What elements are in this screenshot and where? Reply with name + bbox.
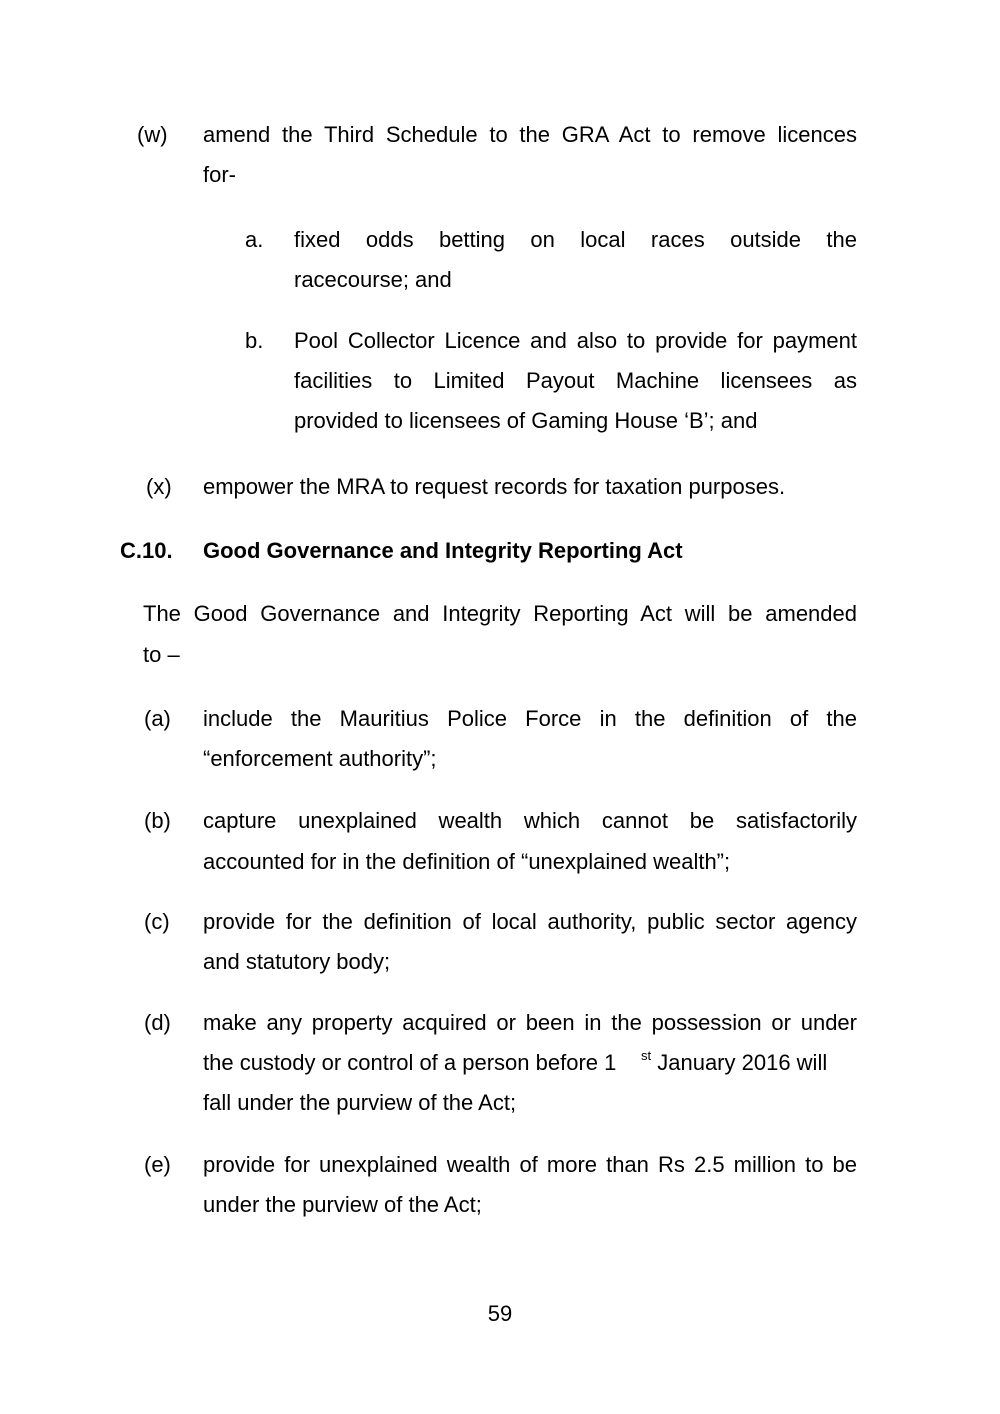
item-b-line2: accounted for in the definition of “unexplained wealth”; [203,849,731,874]
section-intro-line1: The Good Governance and Integrity Reporting Act will be amended [143,601,857,626]
item-d-line2-after: January 2016 will [651,1050,828,1075]
item-d-line3: fall under the purview of the Act; [203,1090,517,1115]
item-w-sub-a-line1: fixed odds betting on local races outside the [294,227,857,252]
item-x-text: empower the MRA to request records for taxation purposes. [203,474,786,499]
item-b-line1: capture unexplained wealth which cannot be satisfactorily [203,808,857,833]
item-a-line1: include the Mauritius Police Force in the definition of the [203,706,857,731]
item-c-label: (c) [144,909,170,934]
item-c-line2: and statutory body; [203,949,391,974]
item-d-line2-sup: st [641,1047,652,1063]
item-w-sub-b-line3: provided to licensees of Gaming House ‘B’; and [294,408,758,433]
item-w-sub-a-label: a. [245,227,264,252]
item-w-sub-b-line1: Pool Collector Licence and also to provide for payment [294,328,857,353]
section-intro-line2: to – [143,642,180,667]
item-x-label: (x) [146,474,172,499]
item-d-line2-tail [641,1047,828,1076]
item-e-line2: under the purview of the Act; [203,1192,482,1217]
section-number: C.10. [120,538,173,563]
item-d-label: (d) [144,1010,171,1035]
item-e-line1: provide for unexplained wealth of more than Rs 2.5 million to be [203,1152,857,1177]
item-w-text-line1: amend the Third Schedule to the GRA Act to remove licences [203,122,857,147]
item-d-line1: make any property acquired or been in the possession or under [203,1010,857,1035]
item-w-label: (w) [137,122,168,147]
item-w-sub-b-line2: facilities to Limited Payout Machine licensees as [294,368,857,393]
item-w-sub-a-line2: racecourse; and [294,267,452,292]
section-title: Good Governance and Integrity Reporting Act [203,538,683,563]
item-w-sub-b-label: b. [245,328,264,353]
item-e-label: (e) [144,1152,171,1177]
item-d-line2-before: the custody or control of a person before 1 [203,1050,617,1075]
item-a-line2: “enforcement authority”; [203,746,437,771]
item-b-label: (b) [144,808,171,833]
item-c-line1: provide for the definition of local authority, public sector agency [203,909,857,934]
page-number: 59 [487,1301,513,1326]
item-w-text-line2: for- [203,162,236,187]
item-a-label: (a) [144,706,171,731]
